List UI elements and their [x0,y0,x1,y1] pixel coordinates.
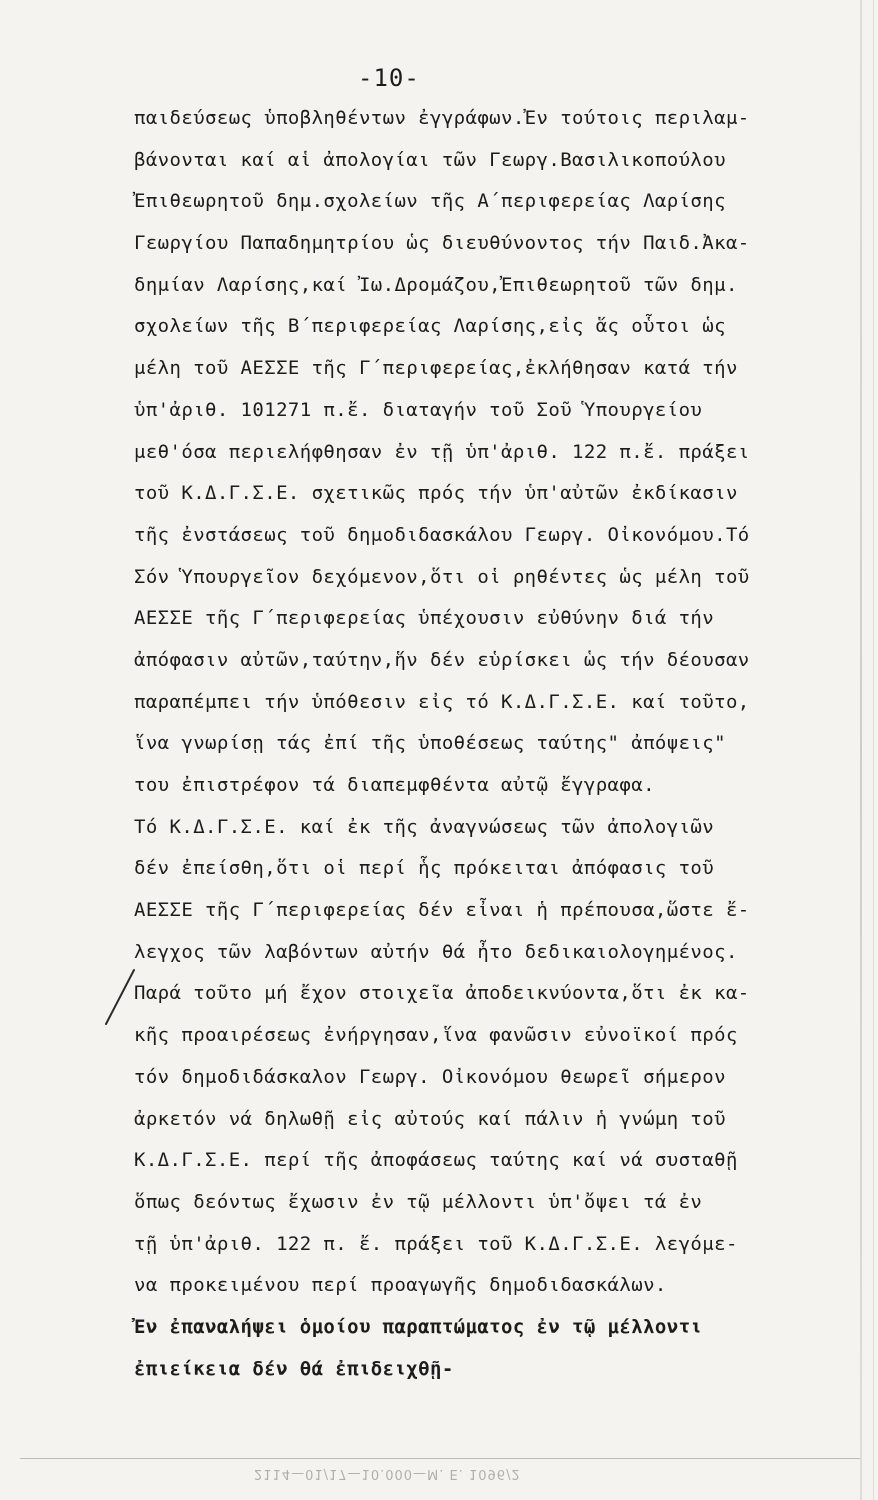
text-line-bold: Ἐν ἐπαναλήψει ὁμοίου παραπτώματος ἐν τῷ μέλλοντι [134,1315,703,1338]
body-text [134,98,854,1390]
footer-rule [20,1458,860,1459]
text-line: Τό Κ.Δ.Γ.Σ.Ε. καί ἐκ τῆς ἀναγνώσεως τῶν ἀπολογιῶν [134,815,715,838]
text-line: ἀρκετόν νά δηλωθῇ εἰς αὐτούς καί πάλιν ἡ γνώμη τοῦ [134,1107,726,1130]
text-line: ἀπόφασιν αὐτῶν,ταύτην,ἥν δέν εὑρίσκει ὡς τήν δέουσαν [134,648,750,671]
text-line: να προκειμένου περί προαγωγῆς δημοδιδασκάλων. [134,1274,667,1297]
handwritten-mark-icon [104,966,144,1026]
page-edge-line [860,0,862,1500]
text-line: Παρά τοῦτο μή ἔχον στοιχεῖα ἀποδεικνύοντα,ὅτι ἐκ κα- [134,982,750,1005]
text-line: παραπέμπει τήν ὑπόθεσιν εἰς τό Κ.Δ.Γ.Σ.Ε. καί τοῦτο, [134,690,750,713]
text-line: κῆς προαιρέσεως ἐνήργησαν,ἵνα φανῶσιν εὐνοϊκοί πρός [134,1024,738,1047]
text-line: Σόν Ὑπουργεῖον δεχόμενον,ὅτι οἱ ρηθέντες ὡς μέλη τοῦ [134,565,750,588]
text-line-bold: ἐπιείκεια δέν θά ἐπιδειχθῇ- [134,1357,454,1380]
page-number: -10- [358,64,420,92]
text-line: Κ.Δ.Γ.Σ.Ε. περί τῆς ἀποφάσεως ταύτης καί νά συσταθῇ [134,1149,738,1172]
text-line: σχολείων τῆς Β΄περιφερείας Λαρίσης,εἰς ἅς οὗτοι ὡς [134,315,726,338]
text-line: ὑπ'ἀριθ. 101271 π.ἔ. διαταγήν τοῦ Σοῦ Ὑπουργείου [134,398,703,421]
text-line: τῇ ὑπ'ἀριθ. 122 π. ἔ. πράξει τοῦ Κ.Δ.Γ.Σ.Ε. λεγόμε- [134,1232,738,1255]
text-line: τῆς ἐνστάσεως τοῦ δημοδιδασκάλου Γεωργ. Οἰκονόμου.Τό [134,523,750,546]
text-line: ἵνα γνωρίσῃ τάς ἐπί τῆς ὑποθέσεως ταύτης" ἀπόψεις" [134,732,726,755]
page-edge-line-outer [873,0,874,1500]
text-line: βάνονται καί αἱ ἀπολογίαι τῶν Γεωργ.Βασιλικοπούλου [134,148,726,171]
text-line: τόν δημοδιδάσκαλον Γεωργ. Οἰκονόμου θεωρεῖ σήμερον [134,1065,726,1088]
text-line: παιδεύσεως ὑποβληθέντων ἐγγράφων.Ἐν τούτοις περιλαμ- [134,107,750,129]
text-line: ὅπως δεόντως ἔχωσιν ἐν τῷ μέλλοντι ὑπ'ὄψει τά ἐν [134,1190,703,1213]
text-line: τοῦ Κ.Δ.Γ.Σ.Ε. σχετικῶς πρός τήν ὑπ'αὐτῶν ἐκδίκασιν [134,482,738,505]
text-line: δημίαν Λαρίσης,καί Ἰω.Δρομάζου,Ἐπιθεωρητοῦ τῶν δημ. [134,273,738,296]
text-line: δέν ἐπείσθη,ὅτι οἱ περί ἧς πρόκειται ἀπόφασις τοῦ [134,857,715,880]
text-line: Ἐπιθεωρητοῦ δημ.σχολείων τῆς Α΄περιφερείας Λαρίσης [134,190,726,213]
text-line: μέλη τοῦ ΑΕΣΣΕ τῆς Γ΄περιφερείας,ἐκλήθησαν κατά τήν [134,357,738,380]
text-line: ΑΕΣΣΕ τῆς Γ΄περιφερείας ὑπέχουσιν εὐθύνην διά τήν [134,607,715,630]
text-line: μεθ'όσα περιελήφθησαν ἐν τῇ ὑπ'ἀριθ. 122 π.ἔ. πράξει [134,440,750,463]
text-line: λεγχος τῶν λαβόντων αὐτήν θά ἦτο δεδικαιολογημένος. [134,940,738,963]
text-line: του ἐπιστρέφον τά διαπεμφθέντα αὐτῷ ἔγγραφα. [134,774,655,796]
text-line: Γεωργίου Παπαδημητρίου ὡς διευθύνοντος τήν Παιδ.Ἀκα- [134,232,750,255]
footer-print: 2114—01/17—10.000—Μ. Ε. 1096/2 [254,1466,521,1481]
text-line: ΑΕΣΣΕ τῆς Γ΄περιφερείας δέν εἶναι ἡ πρέπουσα,ὥστε ἔ- [134,899,750,922]
